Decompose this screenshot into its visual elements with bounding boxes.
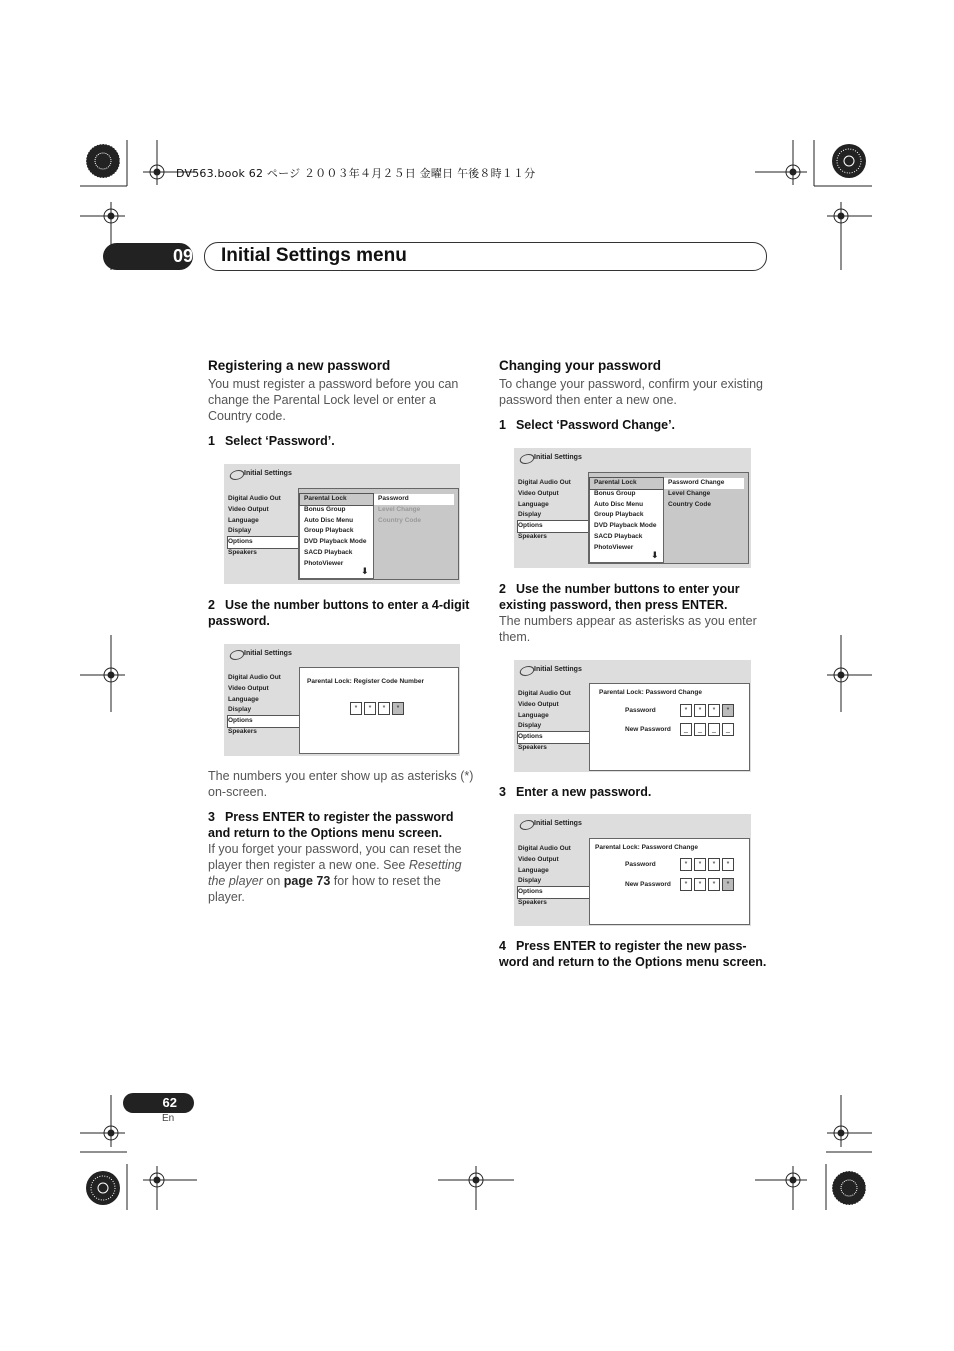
menu-options: Options <box>228 537 300 548</box>
item-bonus-group: Bonus Group <box>304 505 346 513</box>
code-digit: * <box>364 702 376 715</box>
code-digit: * <box>708 858 720 871</box>
code-digit: * <box>378 702 390 715</box>
menu-options: Options <box>518 521 590 532</box>
chapter-title-box <box>204 242 767 271</box>
left-step-3: 3 Press ENTER to register the password and return to the Options menu screen. <box>208 810 454 840</box>
menu-digital-audio-out: Digital Audio Out <box>518 479 571 486</box>
menu-video-output: Video Output <box>518 855 559 863</box>
menu-digital-audio-out: Digital Audio Out <box>518 845 571 852</box>
right-step-2-body: The numbers appear as asterisks as you enter them. <box>499 614 757 644</box>
code-boxes <box>350 702 406 715</box>
code-digit: * <box>708 878 720 891</box>
menu-digital-audio-out: Digital Audio Out <box>228 674 281 681</box>
menu-video-output: Video Output <box>518 489 559 497</box>
left-intro: You must register a password before you can change the Parental Lock level or enter a Country code. <box>208 377 459 423</box>
code-digit: _ <box>680 723 692 736</box>
page-number-badge: 62 <box>123 1093 194 1113</box>
menu-display: Display <box>228 706 252 714</box>
menu-options: Options <box>228 716 300 727</box>
code-digit: * <box>722 878 734 891</box>
right-step-2: 2 Use the number buttons to enter your existing password, then press ENTER. <box>499 582 740 612</box>
screen-password-change-menu <box>514 448 751 568</box>
item-country-code: Country Code <box>668 500 711 508</box>
new-password-label: New Password <box>625 881 671 888</box>
down-arrow-icon: ⬇ <box>651 550 659 560</box>
password-label: Password <box>625 861 656 868</box>
code-digit: * <box>694 858 706 871</box>
item-dvd-playback-mode: DVD Playback Mode <box>304 538 367 546</box>
new-password-boxes <box>680 878 736 891</box>
left-step-1: 1 Select ‘Password’. <box>208 434 335 448</box>
chapter-number-badge: 09 <box>103 243 193 270</box>
register-title: Parental Lock: Register Code Number <box>307 678 425 685</box>
password-boxes <box>680 858 736 871</box>
right-heading: Changing your password <box>499 358 662 373</box>
down-arrow-icon: ⬇ <box>361 566 369 576</box>
item-group-playback: Group Playback <box>594 511 644 519</box>
code-digit: * <box>722 858 734 871</box>
item-password: Password <box>374 494 454 505</box>
register-panel <box>299 667 459 754</box>
menu-speakers: Speakers <box>518 743 547 751</box>
password-label: Password <box>625 707 656 714</box>
screen-new-password-entered <box>514 814 751 926</box>
menu-language: Language <box>518 866 549 874</box>
code-digit: * <box>680 858 692 871</box>
menu-options: Options <box>518 732 590 743</box>
item-password-change: Password Change <box>664 478 744 489</box>
screen-title: Initial Settings <box>534 820 582 827</box>
change-panel <box>589 683 750 771</box>
screen-password-change-entry <box>514 660 751 772</box>
menu-video-output: Video Output <box>228 505 269 513</box>
screen-title: Initial Settings <box>244 650 292 657</box>
item-sacd-playback: SACD Playback <box>304 548 353 556</box>
screen-title: Initial Settings <box>534 454 582 461</box>
menu-video-output: Video Output <box>518 700 559 708</box>
menu-speakers: Speakers <box>518 532 547 540</box>
menu-speakers: Speakers <box>228 727 257 735</box>
item-photoviewer: PhotoViewer <box>594 543 634 551</box>
code-digit: * <box>722 704 734 717</box>
change-title: Parental Lock: Password Change <box>595 844 698 851</box>
right-intro: To change your password, confirm your existing password then enter a new one. <box>499 377 764 407</box>
menu-display: Display <box>518 511 542 519</box>
change-title: Parental Lock: Password Change <box>599 689 702 696</box>
item-group-playback: Group Playback <box>304 527 354 535</box>
right-step-3: 3 Enter a new password. <box>499 785 652 799</box>
left-menu <box>518 478 590 543</box>
code-digit: * <box>694 878 706 891</box>
item-bonus-group: Bonus Group <box>594 489 636 497</box>
left-menu <box>228 494 300 559</box>
menu-language: Language <box>228 695 259 703</box>
code-digit: * <box>350 702 362 715</box>
sub-list <box>664 478 744 510</box>
menu-display: Display <box>228 527 252 535</box>
menu-speakers: Speakers <box>228 548 257 556</box>
screen-title: Initial Settings <box>534 666 582 673</box>
code-digit: _ <box>694 723 706 736</box>
menu-language: Language <box>228 516 259 524</box>
left-heading: Registering a new password <box>208 358 391 373</box>
code-digit: * <box>392 702 404 715</box>
item-level-change: Level Change <box>668 489 711 497</box>
item-country-code: Country Code <box>378 516 421 524</box>
item-auto-disc-menu: Auto Disc Menu <box>594 500 644 508</box>
code-digit: * <box>680 704 692 717</box>
menu-digital-audio-out: Digital Audio Out <box>518 690 571 697</box>
left-menu <box>228 673 300 738</box>
item-parental-lock: Parental Lock <box>590 478 663 489</box>
left-note: The numbers you enter show up as asterisks (*) on-screen. <box>208 769 474 799</box>
menu-options: Options <box>518 887 590 898</box>
chapter-title: Initial Settings menu <box>221 245 407 266</box>
right-step-4: 4 Press ENTER to register the new pass-word and return to the Options menu screen. <box>499 939 767 969</box>
item-photoviewer: PhotoViewer <box>304 559 344 567</box>
screen-register-code <box>224 644 460 756</box>
password-boxes <box>680 704 736 717</box>
item-dvd-playback-mode: DVD Playback Mode <box>594 522 657 530</box>
new-password-boxes <box>680 723 736 736</box>
item-auto-disc-menu: Auto Disc Menu <box>304 516 354 524</box>
code-digit: _ <box>722 723 734 736</box>
menu-display: Display <box>518 877 542 885</box>
menu-digital-audio-out: Digital Audio Out <box>228 495 281 502</box>
left-step-2: 2 Use the number buttons to enter a 4-digit password. <box>208 598 470 628</box>
language-label: En <box>162 1113 175 1124</box>
sub-list <box>374 494 454 526</box>
left-step-3-body: If you forget your password, you can reset the player then register a new one. See Resetting the player on page 73 for how to reset the player. <box>208 842 462 904</box>
item-level-change: Level Change <box>378 505 421 513</box>
menu-video-output: Video Output <box>228 684 269 692</box>
menu-speakers: Speakers <box>518 898 547 906</box>
code-digit: * <box>708 704 720 717</box>
left-menu <box>518 689 590 754</box>
screen-options-menu <box>224 464 460 584</box>
code-digit: * <box>680 878 692 891</box>
screen-title: Initial Settings <box>244 470 292 477</box>
new-password-label: New Password <box>625 726 671 733</box>
menu-language: Language <box>518 500 549 508</box>
menu-display: Display <box>518 722 542 730</box>
right-step-1: 1 Select ‘Password Change’. <box>499 418 676 432</box>
menu-language: Language <box>518 711 549 719</box>
item-sacd-playback: SACD Playback <box>594 532 643 540</box>
code-digit: _ <box>708 723 720 736</box>
print-header-line: DV563.book 62 ページ ２００３年４月２５日 金曜日 午後８時１１分 <box>176 167 536 180</box>
item-parental-lock: Parental Lock <box>300 494 373 505</box>
change-panel <box>589 838 750 925</box>
code-digit: * <box>694 704 706 717</box>
left-menu <box>518 844 590 909</box>
